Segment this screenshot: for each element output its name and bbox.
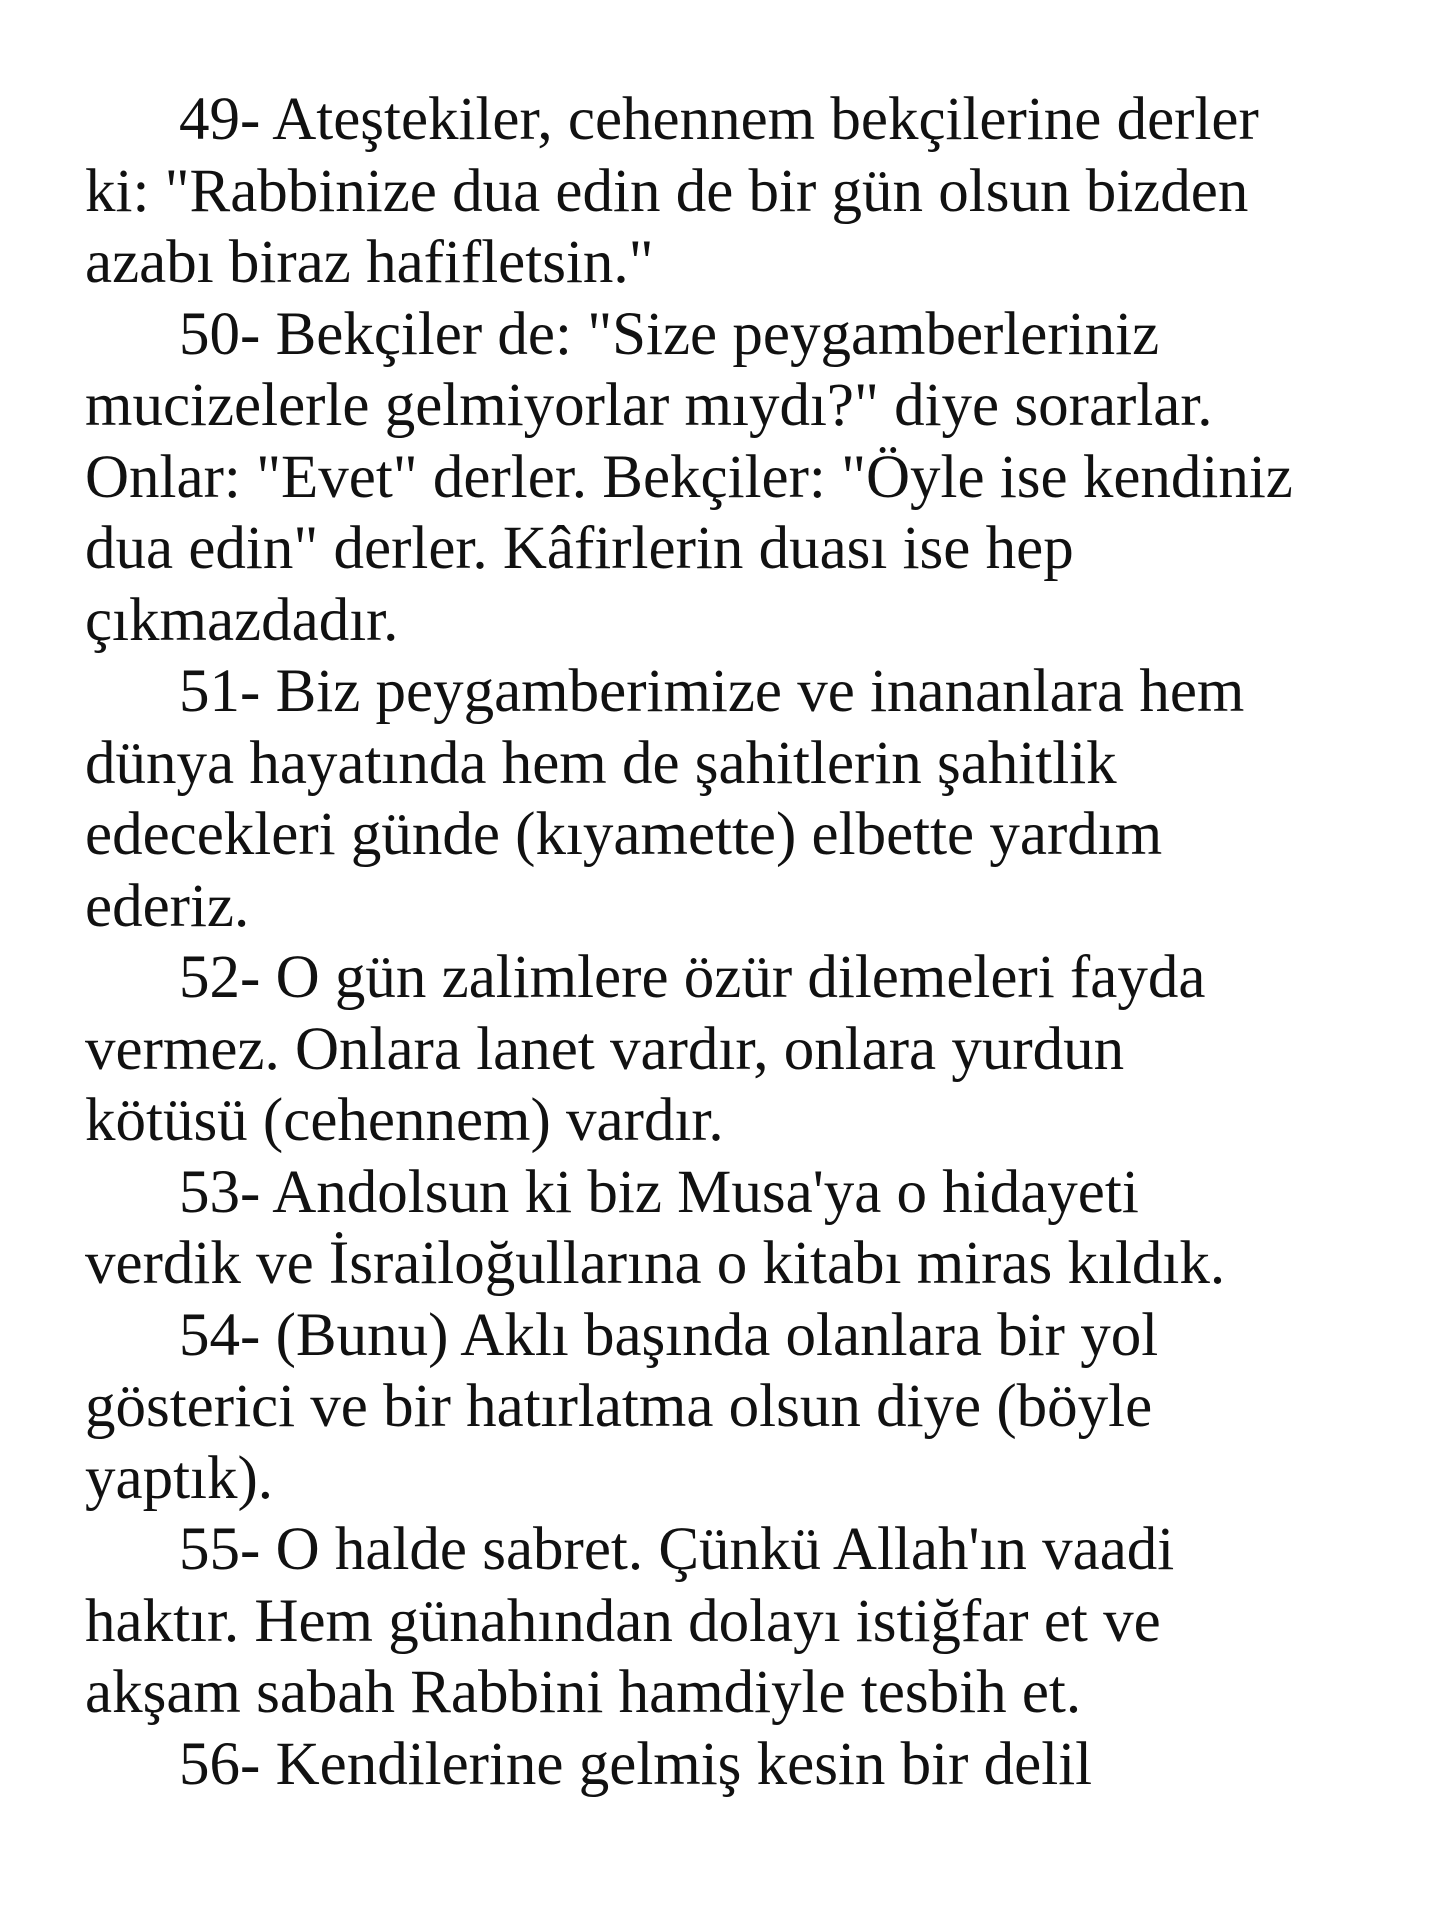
verse-line: 53- Andolsun ki biz Musa'ya o hidayeti bbox=[179, 1158, 1139, 1226]
verse-line: 52- O gün zalimlere özür dilemeleri fayda bbox=[179, 944, 1206, 1011]
verse-line: verdik ve İsrailoğullarına o kitabı miras kıldık. bbox=[85, 1230, 1226, 1297]
verse-line: haktır. Hem günahından dolayı istiğfar et ve bbox=[85, 1587, 1161, 1655]
verse-line: 56- Kendilerine gelmiş kesin bir delil bbox=[179, 1730, 1093, 1798]
verse-line: 55- O halde sabret. Çünkü Allah'ın vaadi bbox=[179, 1516, 1175, 1583]
verse-52 bbox=[85, 942, 1405, 1157]
verse-line: ki: "Rabbinize dua edin de bir gün olsun bizden bbox=[85, 157, 1249, 225]
verse-line: akşam sabah Rabbini hamdiyle tesbih et. bbox=[85, 1659, 1082, 1726]
verse-line: vermez. Onlara lanet vardır, onlara yurdun bbox=[85, 1015, 1125, 1083]
verse-line: Onlar: "Evet" derler. Bekçiler: "Öyle ise kendiniz bbox=[85, 443, 1293, 511]
document-page bbox=[85, 84, 1405, 1800]
verse-line: ederiz. bbox=[85, 872, 250, 940]
verse-line: dua edin" derler. Kâfirlerin duası ise hep bbox=[85, 515, 1074, 582]
verse-50 bbox=[85, 299, 1405, 657]
verse-line: yaptık). bbox=[85, 1444, 274, 1512]
verse-line: dünya hayatında hem de şahitlerin şahitlik bbox=[85, 729, 1117, 797]
verse-line: gösterici ve bir hatırlatma olsun diye (böyle bbox=[85, 1373, 1153, 1440]
verse-55 bbox=[85, 1514, 1405, 1729]
verse-56 bbox=[85, 1729, 1405, 1801]
verse-line: çıkmazdadır. bbox=[85, 586, 399, 654]
verse-line: kötüsü (cehennem) vardır. bbox=[85, 1087, 724, 1154]
verse-line: azabı biraz hafifletsin." bbox=[85, 229, 654, 296]
verse-49 bbox=[85, 84, 1405, 299]
verse-53 bbox=[85, 1157, 1405, 1300]
verse-line: 50- Bekçiler de: "Size peygamberleriniz bbox=[179, 300, 1160, 368]
verse-line: edecekleri günde (kıyamette) elbette yardım bbox=[85, 801, 1163, 868]
verse-line: 51- Biz peygamberimize ve inananlara hem bbox=[179, 658, 1245, 725]
verse-line: 54- (Bunu) Aklı başında olanlara bir yol bbox=[179, 1301, 1159, 1369]
verse-51 bbox=[85, 656, 1405, 942]
verse-line: 49- Ateştekiler, cehennem bekçilerine derler bbox=[179, 86, 1259, 153]
verse-line: mucizelerle gelmiyorlar mıydı?" diye sorarlar. bbox=[85, 372, 1213, 439]
verse-54 bbox=[85, 1300, 1405, 1515]
